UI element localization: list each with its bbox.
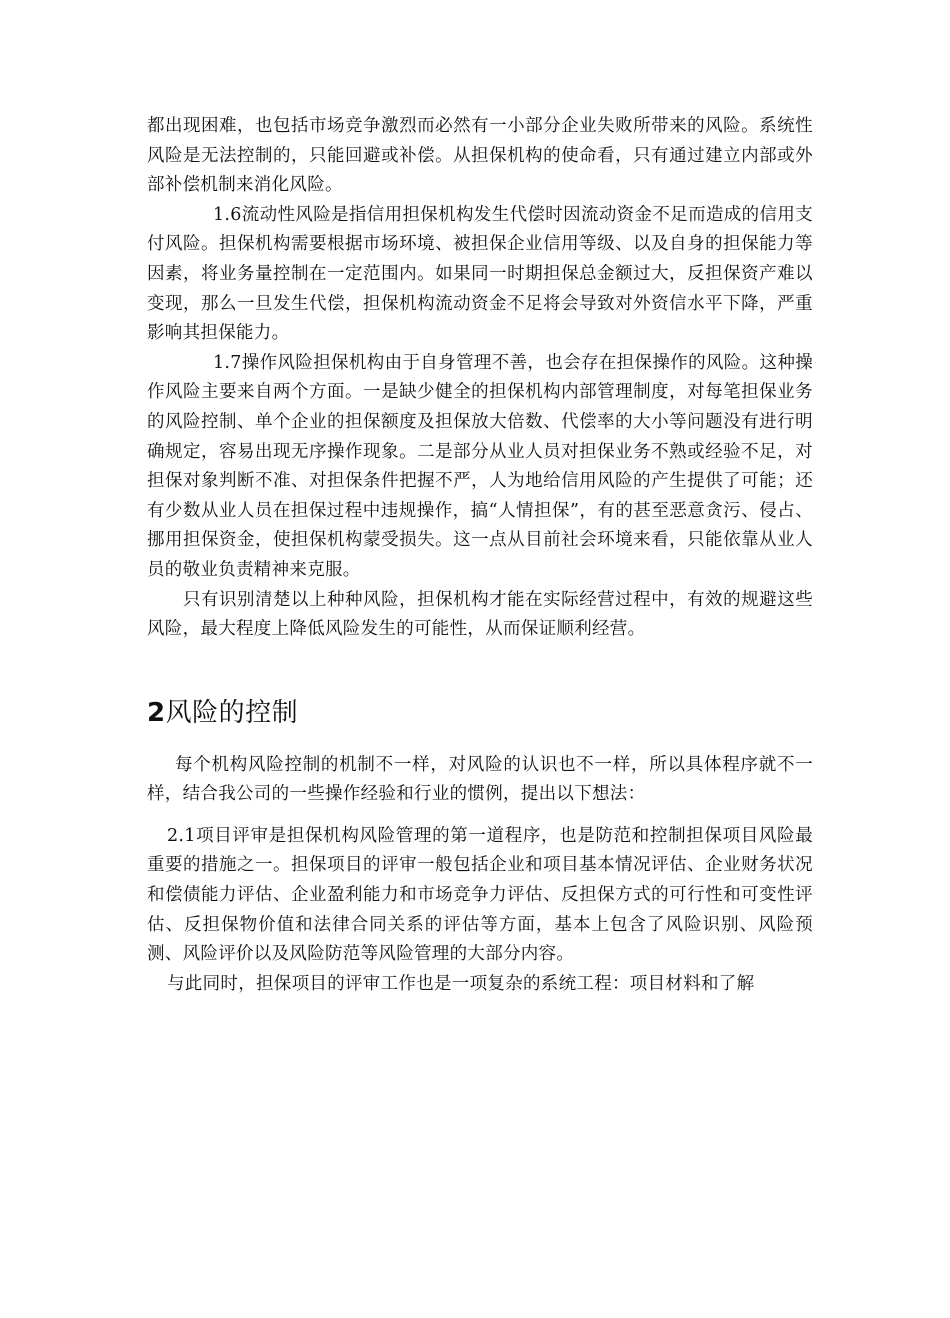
section-title: 风险的控制 [165,697,299,728]
paragraph-liquidity-risk: 1.6流动性风险是指信用担保机构发生代偿时因流动资金不足而造成的信用支付风险。担保机构需要根据市场环境、被担保企业信用等级、以及自身的担保能力等因素，将业务量控制在一定范围内。如果同一时期担保总金额过大，反担保资产难以变现，那么一旦发生代偿，担保机构流动资金不足将会导致对外资信水平下降，严重影响其担保能力。 [147,204,813,344]
paragraph-project-review: 2.1项目评审是担保机构风险管理的第一道程序，也是防范和控制担保项目风险最重要的措施之一。担保项目的评审一般包括企业和项目基本情况评估、企业财务状况和偿债能力评估、企业盈利能力和市场竞争力评估、反担保方式的可行性和可变性评估、反担保物价值和法律合同关系的评估等方面，基本上包含了风险识别、风险预测、风险评价以及风险防范等风险管理的大部分内容。 [147,825,813,965]
document-page [147,112,813,999]
paragraph-operational-risk: 1.7操作风险担保机构由于自身管理不善，也会存在担保操作的风险。这种操作风险主要来自两个方面。一是缺少健全的担保机构内部管理制度，对每笔担保业务的风险控制、单个企业的担保额度及担保放大倍数、代偿率的大小等问题没有进行明确规定，容易出现无序操作现象。二是部分从业人员对担保业务不熟或经验不足，对担保对象判断不准、对担保条件把握不严，人为地给信用风险的产生提供了可能；还有少数从业人员在担保过程中违规操作，搞“人情担保”，有的甚至恶意贪污、侵占、挪用担保资金，使担保机构蒙受损失。这一点从目前社会环境来看，只能依靠从业人员的敬业负责精神来克服。 [147,352,813,580]
paragraph-systemic-risk: 都出现困难，也包括市场竞争激烈而必然有一小部分企业失败所带来的风险。系统性风险是无法控制的，只能回避或补偿。从担保机构的使命看，只有通过建立内部或外部补偿机制来消化风险。 [147,116,813,196]
paragraph-summary: 只有识别清楚以上种种风险，担保机构才能在实际经营过程中，有效的规避这些风险，最大程度上降低风险发生的可能性，从而保证顺利经营。 [147,589,813,640]
section-number: 2 [147,697,166,728]
paragraph-intro: 每个机构风险控制的机制不一样，对风险的认识也不一样，所以具体程序就不一样，结合我公司的一些操作经验和行业的惯例，提出以下想法： [147,754,813,805]
paragraph-meanwhile: 与此同时，担保项目的评审工作也是一项复杂的系统工程：项目材料和了解 [167,973,755,994]
section-heading [147,693,813,733]
